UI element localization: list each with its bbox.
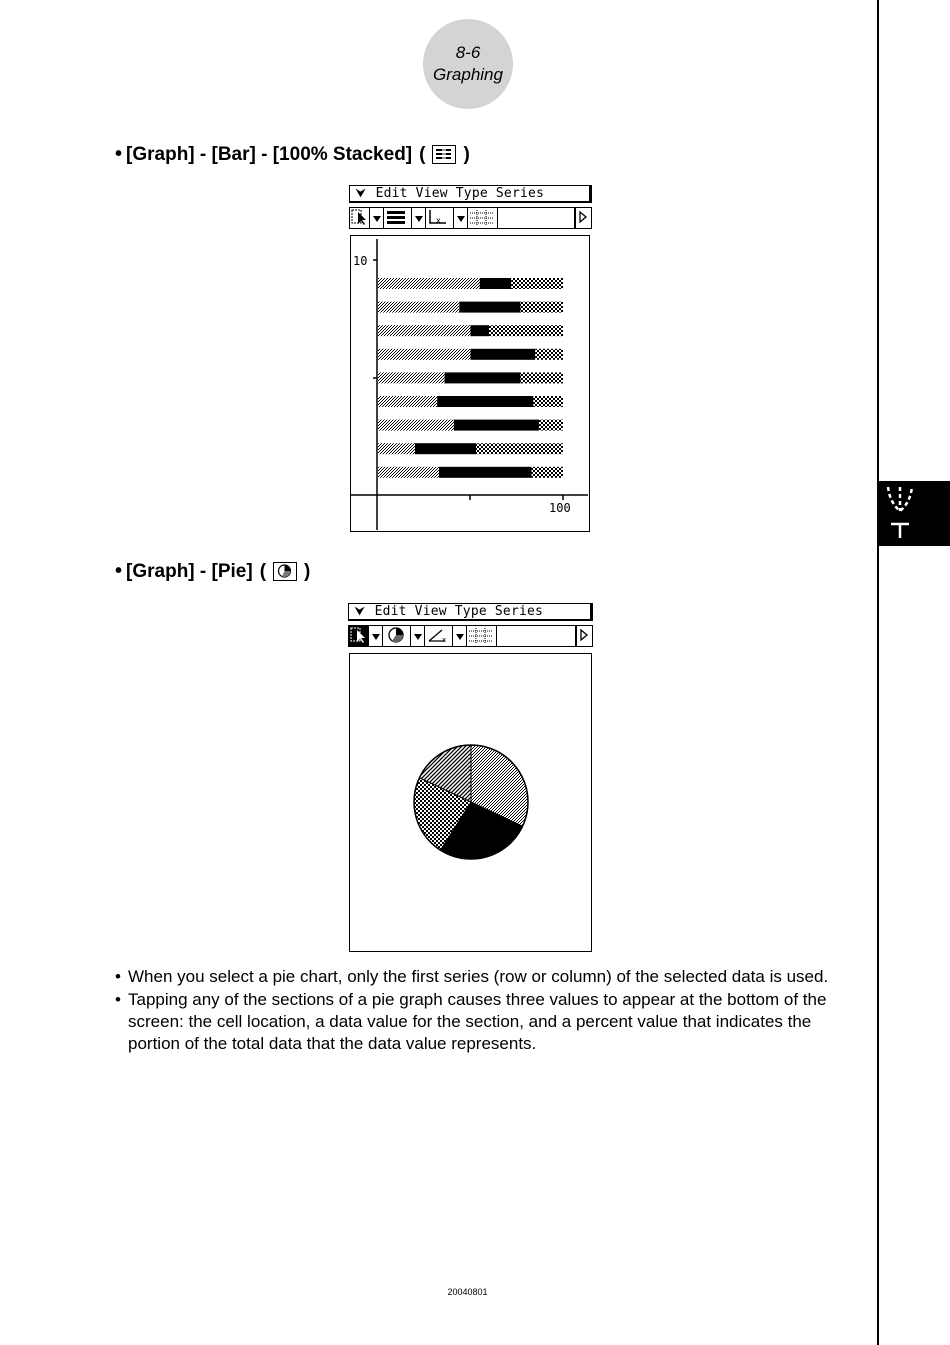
bar-type-icon[interactable] bbox=[384, 208, 412, 228]
menu-series[interactable]: Series bbox=[495, 186, 545, 201]
menu-edit[interactable]: Edit bbox=[374, 604, 407, 619]
section-title: Graphing bbox=[433, 65, 503, 84]
margin-rule bbox=[877, 0, 879, 1345]
bar-segment-series-1-row-8[interactable] bbox=[378, 443, 415, 454]
pie-graph-heading bbox=[115, 560, 317, 583]
close-paren: ) bbox=[304, 560, 311, 582]
menu-view[interactable]: View bbox=[414, 604, 447, 619]
note-text: When you select a pie chart, only the first series (row or column) of the selected data is used. bbox=[128, 967, 829, 986]
x-tick-label: 100 bbox=[549, 501, 571, 515]
bar-segment-series-1-row-6[interactable] bbox=[378, 396, 437, 407]
menu-chevron-icon[interactable]: ⮟ bbox=[355, 604, 365, 618]
bar-segment-series-3-row-4[interactable] bbox=[535, 349, 563, 360]
notes-list bbox=[115, 966, 865, 1056]
pie-icon bbox=[273, 562, 297, 581]
bar-segment-series-2-row-2[interactable] bbox=[459, 302, 520, 313]
menu-type[interactable]: Type bbox=[455, 186, 488, 201]
gridlines-icon[interactable] bbox=[468, 208, 498, 228]
bar-segment-series-3-row-2[interactable] bbox=[520, 302, 563, 313]
bar-segment-series-2-row-4[interactable] bbox=[471, 349, 536, 360]
pie-type-icon[interactable] bbox=[383, 626, 411, 646]
pointer-tool-icon[interactable] bbox=[350, 208, 370, 228]
pie-marks bbox=[414, 745, 528, 859]
bar-segment-series-2-row-6[interactable] bbox=[437, 396, 533, 407]
bar-segment-series-3-row-9[interactable] bbox=[532, 467, 563, 478]
bar-segment-series-1-row-3[interactable] bbox=[378, 325, 471, 336]
bullet: • bbox=[115, 560, 123, 582]
footer-code: 20040801 bbox=[447, 1287, 488, 1297]
bar-marks bbox=[378, 278, 563, 478]
pie-chart[interactable] bbox=[350, 654, 590, 950]
pointer-tool-icon[interactable] bbox=[349, 626, 369, 646]
page-number: 8-6 bbox=[455, 43, 481, 62]
bar-segment-series-3-row-7[interactable] bbox=[539, 420, 563, 431]
menu-series[interactable]: Series bbox=[494, 604, 544, 619]
toolbar bbox=[348, 625, 593, 647]
gridlines-icon[interactable] bbox=[467, 626, 497, 646]
graph-chapter-icon bbox=[879, 481, 950, 546]
bar-segment-series-2-row-1[interactable] bbox=[480, 278, 511, 289]
bar-segment-series-1-row-2[interactable] bbox=[378, 302, 459, 313]
bar-segment-series-1-row-4[interactable] bbox=[378, 349, 471, 360]
open-paren: ( bbox=[419, 143, 426, 165]
note-item bbox=[115, 966, 865, 988]
close-paren: ) bbox=[463, 143, 470, 165]
toolbar-spacer bbox=[497, 626, 576, 646]
menu-edit[interactable]: Edit bbox=[375, 186, 408, 201]
axis-dropdown-icon[interactable] bbox=[453, 626, 467, 646]
chapter-tab bbox=[879, 481, 950, 546]
y-tick-label: 10 bbox=[353, 254, 368, 268]
bar-graph-screen bbox=[349, 185, 592, 532]
bar-segment-series-2-row-7[interactable] bbox=[454, 420, 539, 431]
bullet: • bbox=[115, 143, 123, 165]
pie-graph-menu-path: [Graph] - [Pie] bbox=[126, 560, 253, 582]
bar-segment-series-1-row-9[interactable] bbox=[378, 467, 439, 478]
bar-graph-area bbox=[350, 235, 590, 532]
bar-segment-series-2-row-3[interactable] bbox=[471, 325, 490, 336]
graph-type-dropdown-icon[interactable] bbox=[412, 208, 426, 228]
bar-graph-heading bbox=[115, 143, 477, 166]
menu-view[interactable]: View bbox=[415, 186, 448, 201]
axis-dropdown-icon[interactable] bbox=[454, 208, 468, 228]
bar-segment-series-3-row-5[interactable] bbox=[520, 372, 563, 383]
bar-segment-series-2-row-9[interactable] bbox=[439, 467, 532, 478]
pie-graph-screen bbox=[348, 603, 593, 952]
note-bullet: • bbox=[115, 990, 121, 1009]
svg-text:x: x bbox=[436, 216, 441, 225]
graph-type-dropdown-icon[interactable] bbox=[411, 626, 425, 646]
bar-segment-series-3-row-6[interactable] bbox=[533, 396, 563, 407]
menu-chevron-icon[interactable]: ⮟ bbox=[356, 186, 366, 200]
stacked-bar-icon bbox=[432, 145, 456, 164]
bar-segment-series-1-row-5[interactable] bbox=[378, 372, 445, 383]
axis-tool-icon[interactable] bbox=[425, 626, 453, 646]
page-badge bbox=[423, 19, 513, 109]
bar-segment-series-3-row-3[interactable] bbox=[489, 325, 563, 336]
note-item bbox=[115, 989, 865, 1055]
axis-tool-icon[interactable] bbox=[426, 208, 454, 228]
bar-segment-series-3-row-1[interactable] bbox=[511, 278, 563, 289]
menu-bar bbox=[348, 603, 593, 621]
pointer-dropdown-icon[interactable] bbox=[369, 626, 383, 646]
bar-segment-series-1-row-1[interactable] bbox=[378, 278, 480, 289]
toolbar-spacer bbox=[498, 208, 575, 228]
bar-segment-series-3-row-8[interactable] bbox=[476, 443, 563, 454]
pointer-dropdown-icon[interactable] bbox=[370, 208, 384, 228]
bar-segment-series-2-row-5[interactable] bbox=[445, 372, 521, 383]
stacked-bar-chart[interactable] bbox=[351, 236, 588, 530]
bar-graph-menu-path: [Graph] - [Bar] - [100% Stacked] bbox=[126, 143, 413, 165]
pie-graph-area bbox=[349, 653, 592, 952]
open-paren: ( bbox=[259, 560, 267, 582]
toolbar-scroll-right-icon[interactable] bbox=[575, 208, 591, 228]
menu-type[interactable]: Type bbox=[454, 604, 487, 619]
svg-text:x: x bbox=[442, 636, 447, 644]
toolbar bbox=[349, 207, 592, 229]
menu-bar bbox=[349, 185, 592, 203]
note-text: Tapping any of the sections of a pie graph causes three values to appear at the bottom of the screen: the cell location, a data value for the section, and a percent value that indicates the portion of the total data that the data value represents. bbox=[128, 990, 827, 1053]
bar-segment-series-2-row-8[interactable] bbox=[415, 443, 476, 454]
toolbar-scroll-right-icon[interactable] bbox=[576, 626, 592, 646]
bar-segment-series-1-row-7[interactable] bbox=[378, 420, 454, 431]
note-bullet: • bbox=[115, 967, 121, 986]
